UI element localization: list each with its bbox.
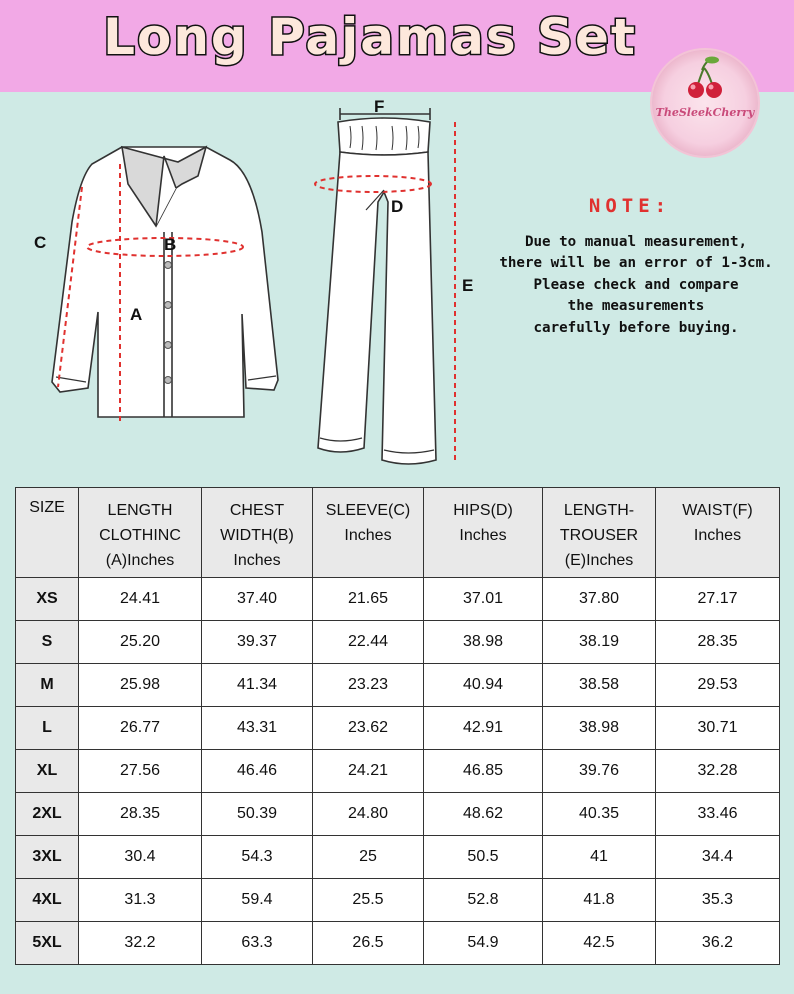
measurement-cell-length-trouser: 37.80 xyxy=(543,578,656,621)
measurement-cell-length-trouser: 42.5 xyxy=(543,922,656,965)
table-row xyxy=(16,707,780,750)
measurement-cell-chest-width: 54.3 xyxy=(202,836,313,879)
column-header-line: HIPS(D) xyxy=(453,502,513,519)
size-cell: XL xyxy=(16,750,79,793)
column-header-sleeve xyxy=(313,488,424,578)
note-line: there will be an error of 1-3cm. xyxy=(499,255,773,272)
column-header-line: Inches xyxy=(233,552,281,569)
measurement-cell-length-clothing: 31.3 xyxy=(79,879,202,922)
table-row xyxy=(16,879,780,922)
table-row xyxy=(16,793,780,836)
measurement-cell-waist: 35.3 xyxy=(656,879,780,922)
label-a: A xyxy=(130,305,143,324)
note-heading: NOTE: xyxy=(588,195,672,217)
measurement-cell-sleeve: 22.44 xyxy=(313,621,424,664)
measurement-cell-chest-width: 59.4 xyxy=(202,879,313,922)
size-cell: M xyxy=(16,664,79,707)
column-header-hips xyxy=(424,488,543,578)
column-header-line: LENGTH- xyxy=(563,502,635,519)
measurement-cell-length-clothing: 24.41 xyxy=(79,578,202,621)
column-header-line: WIDTH(B) xyxy=(220,527,294,544)
table-row xyxy=(16,578,780,621)
measurement-cell-chest-width: 41.34 xyxy=(202,664,313,707)
measurement-cell-waist: 32.28 xyxy=(656,750,780,793)
note-line: Due to manual measurement, xyxy=(524,234,748,250)
label-e: E xyxy=(462,276,474,295)
size-cell: 4XL xyxy=(16,879,79,922)
column-header-line: Inches xyxy=(344,527,392,544)
column-header-line: WAIST(F) xyxy=(682,502,753,519)
measurement-cell-sleeve: 24.80 xyxy=(313,793,424,836)
column-header-waist xyxy=(656,488,780,578)
note-line: carefully before buying. xyxy=(533,319,739,336)
measurement-cell-length-clothing: 28.35 xyxy=(79,793,202,836)
size-chart-header xyxy=(16,488,780,578)
label-d: D xyxy=(391,197,404,216)
measurement-cell-length-clothing: 32.2 xyxy=(79,922,202,965)
measurement-cell-length-trouser: 38.19 xyxy=(543,621,656,664)
measurement-cell-length-clothing: 25.98 xyxy=(79,664,202,707)
measurement-cell-hips: 40.94 xyxy=(424,664,543,707)
measurement-cell-waist: 29.53 xyxy=(656,664,780,707)
measurement-cell-chest-width: 46.46 xyxy=(202,750,313,793)
column-header-line: SIZE xyxy=(29,499,65,516)
measurement-cell-waist: 33.46 xyxy=(656,793,780,836)
column-header-length-clothing xyxy=(79,488,202,578)
measurement-cell-hips: 46.85 xyxy=(424,750,543,793)
note-line: the measurements xyxy=(567,298,705,315)
column-header-line: (E)Inches xyxy=(564,552,634,569)
measurement-cell-chest-width: 39.37 xyxy=(202,621,313,664)
measurement-cell-chest-width: 50.39 xyxy=(202,793,313,836)
column-header-chest-width xyxy=(202,488,313,578)
measurement-cell-length-clothing: 26.77 xyxy=(79,707,202,750)
page-title: Long Pajamas Set xyxy=(103,8,637,66)
measurement-cell-length-trouser: 38.98 xyxy=(543,707,656,750)
measurement-cell-sleeve: 23.23 xyxy=(313,664,424,707)
measurement-cell-waist: 30.71 xyxy=(656,707,780,750)
column-header-line: CLOTHINC xyxy=(99,527,181,544)
measurement-cell-hips: 50.5 xyxy=(424,836,543,879)
size-cell: 3XL xyxy=(16,836,79,879)
measurement-cell-sleeve: 25.5 xyxy=(313,879,424,922)
table-row xyxy=(16,750,780,793)
table-row xyxy=(16,621,780,664)
measurement-cell-hips: 42.91 xyxy=(424,707,543,750)
measurement-cell-chest-width: 63.3 xyxy=(202,922,313,965)
measurement-cell-sleeve: 23.62 xyxy=(313,707,424,750)
measurement-cell-hips: 54.9 xyxy=(424,922,543,965)
size-cell: S xyxy=(16,621,79,664)
size-cell: 2XL xyxy=(16,793,79,836)
measurement-cell-hips: 38.98 xyxy=(424,621,543,664)
column-header-length-trouser xyxy=(543,488,656,578)
measurement-cell-waist: 28.35 xyxy=(656,621,780,664)
measurement-cell-sleeve: 24.21 xyxy=(313,750,424,793)
measurement-cell-length-trouser: 38.58 xyxy=(543,664,656,707)
note-text xyxy=(478,232,794,339)
measurement-cell-length-clothing: 25.20 xyxy=(79,621,202,664)
table-row xyxy=(16,836,780,879)
shirt-illustration xyxy=(52,147,278,417)
measurement-cell-chest-width: 37.40 xyxy=(202,578,313,621)
measurement-cell-chest-width: 43.31 xyxy=(202,707,313,750)
measurement-cell-waist: 36.2 xyxy=(656,922,780,965)
column-header-line: (A)Inches xyxy=(105,552,175,569)
table-row xyxy=(16,922,780,965)
note-line: Please check and compare xyxy=(533,276,739,293)
measurement-cell-length-trouser: 41.8 xyxy=(543,879,656,922)
size-cell: 5XL xyxy=(16,922,79,965)
column-header-line: Inches xyxy=(693,527,742,544)
measurement-cell-waist: 34.4 xyxy=(656,836,780,879)
column-header-size xyxy=(16,488,79,578)
label-c: C xyxy=(34,233,47,252)
measurement-cell-length-trouser: 40.35 xyxy=(543,793,656,836)
column-header-line: Inches xyxy=(459,527,507,544)
table-row xyxy=(16,664,780,707)
column-header-line: TROUSER xyxy=(559,527,639,544)
size-chart-table xyxy=(15,487,780,965)
measurement-cell-sleeve: 21.65 xyxy=(313,578,424,621)
measurement-cell-hips: 52.8 xyxy=(424,879,543,922)
measurement-cell-length-trouser: 39.76 xyxy=(543,750,656,793)
column-header-line: SLEEVE(C) xyxy=(325,502,411,519)
measurement-cell-hips: 48.62 xyxy=(424,793,543,836)
measurement-cell-hips: 37.01 xyxy=(424,578,543,621)
column-header-line: LENGTH xyxy=(107,502,173,519)
measurement-cell-sleeve: 26.5 xyxy=(313,922,424,965)
size-chart-body xyxy=(16,578,780,965)
label-f: F xyxy=(374,97,385,116)
trousers-illustration xyxy=(318,118,436,464)
measurement-cell-sleeve: 25 xyxy=(313,836,424,879)
measurement-cell-length-clothing: 27.56 xyxy=(79,750,202,793)
label-b: B xyxy=(164,235,177,254)
size-cell: XS xyxy=(16,578,79,621)
size-cell: L xyxy=(16,707,79,750)
measurement-cell-waist: 27.17 xyxy=(656,578,780,621)
column-header-line: CHEST xyxy=(229,502,285,519)
brand-logo-text: TheSleekCherry xyxy=(655,106,755,119)
header-row xyxy=(16,488,780,578)
measurement-cell-length-clothing: 30.4 xyxy=(79,836,202,879)
measurement-cell-length-trouser: 41 xyxy=(543,836,656,879)
